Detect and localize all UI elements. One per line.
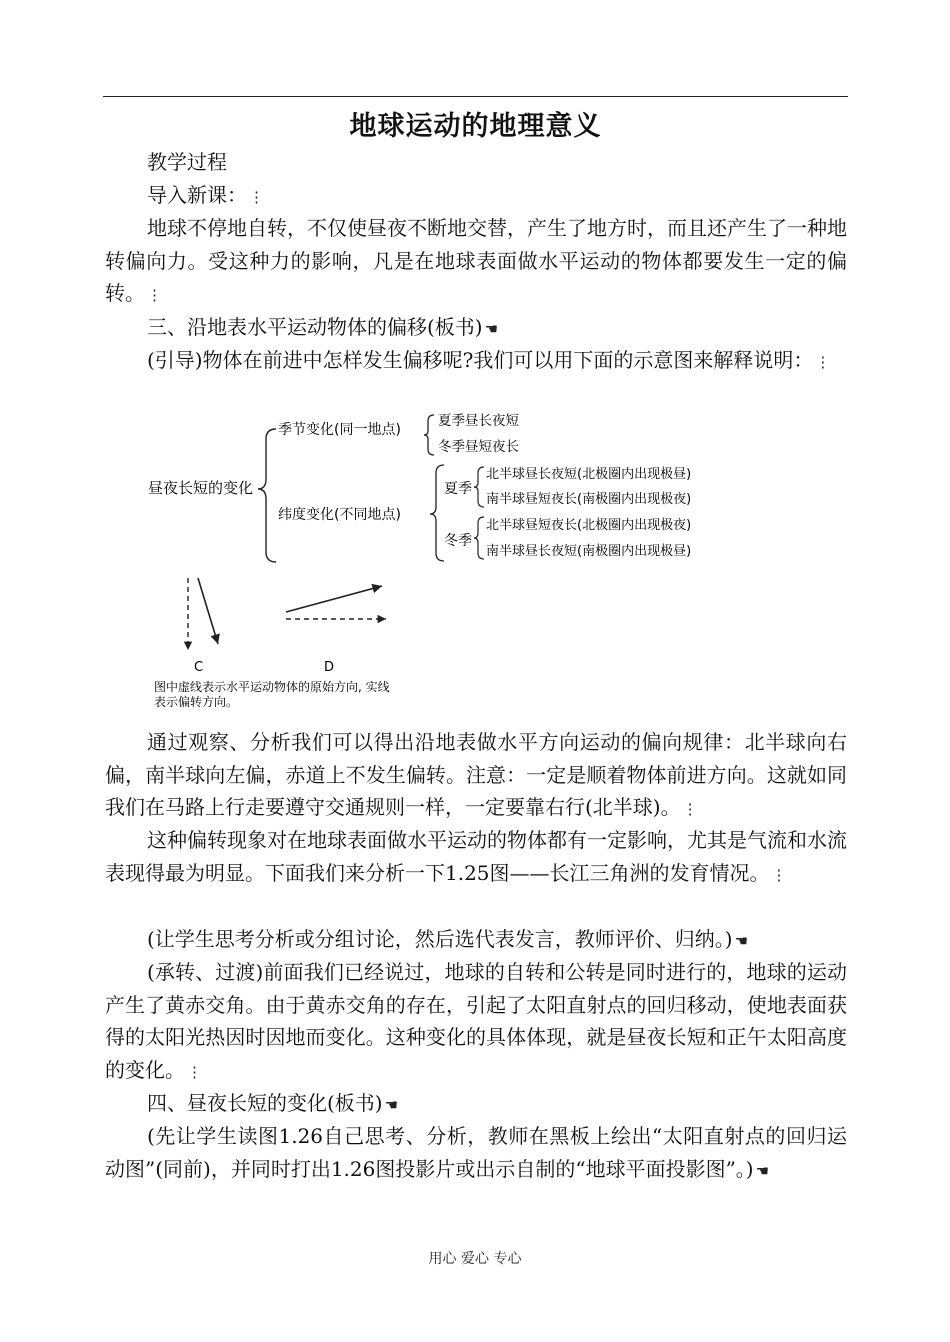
day-night-length-diagram [148,407,758,567]
paragraph: 通过观察、分析我们可以得出沿地表做水平方向运动的偏向规律：北半球向右偏，南半球向左偏，赤道上不发生偏转。注意：一定是顺着物体前进方向。这就如同我们在马路上行走要遵守交通规则一样，一定要靠右行(北半球)。 ⋮ [105,730,847,819]
paragraph: 四、昼夜长短的变化(板书) ☚ [147,1091,399,1115]
winter-south-label: 南半球昼长夜短(南极圈内出现极昼) [486,544,692,559]
header-rule [103,96,848,97]
paragraph: 三、沿地表水平运动物体的偏移(板书) ☚ [147,315,499,339]
summer-south-label: 南半球昼短夜长(南极圈内出现极夜) [486,492,692,507]
paragraph: 地球不停地自转，不仅使昼夜不断地交替，产生了地方时，而且还产生了一种地转偏向力。受这种力的影响，凡是在地球表面做水平运动的物体都要发生一定的偏转。 ⋮ [105,216,847,305]
arrows-caption-line2: 表示偏转方向。 [154,695,239,709]
label-c: C [194,660,204,675]
summer-north-label: 北半球昼长夜短(北极圈内出现极昼) [486,467,692,482]
deflection-arrows-figure [148,572,448,712]
paragraph: (引导)物体在前进中怎样发生偏移呢?我们可以用下面的示意图来解释说明： ⋮ [147,348,831,372]
ellipsis-mark: ⋮ [682,800,698,818]
brace-latitude [430,465,444,561]
hand-icon: ☚ [484,320,499,338]
page-footer: 用心 爱心 专心 [428,1251,522,1267]
summer-label: 夏季 [444,481,472,497]
hand-icon: ☚ [384,1096,399,1114]
ellipsis-mark: ⋮ [815,353,831,371]
summer-short-label: 夏季昼长夜短 [438,413,519,429]
brace-season [424,415,434,455]
paragraph: (先让学生读图1.26自己思考、分析，教师在黑板上绘出“太阳直射点的回归运动图”(同前)，并同时打出1.26图投影片或出示自制的“地球平面投影图”。) ☚ [105,1124,847,1181]
winter-short-label: 冬季昼短夜长 [438,439,519,455]
paragraph: (让学生思考分析或分组讨论，然后选代表发言，教师评价、归纳。) ☚ [147,927,749,951]
paragraph: (承转、过渡)前面我们已经说过，地球的自转和公转是同时进行的，地球的运动产生了黄赤交角。由于黄赤交角的存在，引起了太阳直射点的回归移动，使地表面获得的太阳光热因时因地而变化。这种变化的具体体现，就是昼夜长短和正午太阳高度的变化。 ⋮ [105,960,847,1082]
brace-root [258,429,276,562]
winter-label: 冬季 [444,533,472,549]
brace-summer [474,467,484,507]
hand-icon: ☚ [755,1161,770,1180]
deflected-arrow-c [198,578,218,644]
season-change-label: 季节变化(同一地点) [278,422,401,438]
ellipsis-mark: ⋮ [147,286,162,304]
paragraph: 教学过程 [147,150,227,174]
brace-winter [474,517,484,559]
diagram-root-label: 昼夜长短的变化 [148,479,254,497]
ellipsis-mark: ⋮ [249,188,264,206]
deflected-arrow-d [286,586,382,612]
ellipsis-mark: ⋮ [771,865,787,884]
ellipsis-mark: ⋮ [187,1062,202,1081]
label-d: D [324,660,335,675]
paragraph: 这种偏转现象对在地球表面做水平运动的物体都有一定影响，尤其是气流和水流表现得最为明显。下面我们来分析一下1.25图——长江三角洲的发育情况。 ⋮ [105,828,847,885]
latitude-change-label: 纬度变化(不同地点) [278,507,401,523]
page-title: 地球运动的地理意义 [349,111,602,142]
arrows-caption-line1: 图中虚线表示水平运动物体的原始方向, 实线 [154,680,390,694]
paragraph: 导入新课： ⋮ [147,183,264,207]
hand-icon: ☚ [734,932,749,950]
winter-north-label: 北半球昼短夜长(北极圈内出现极夜) [486,518,692,533]
